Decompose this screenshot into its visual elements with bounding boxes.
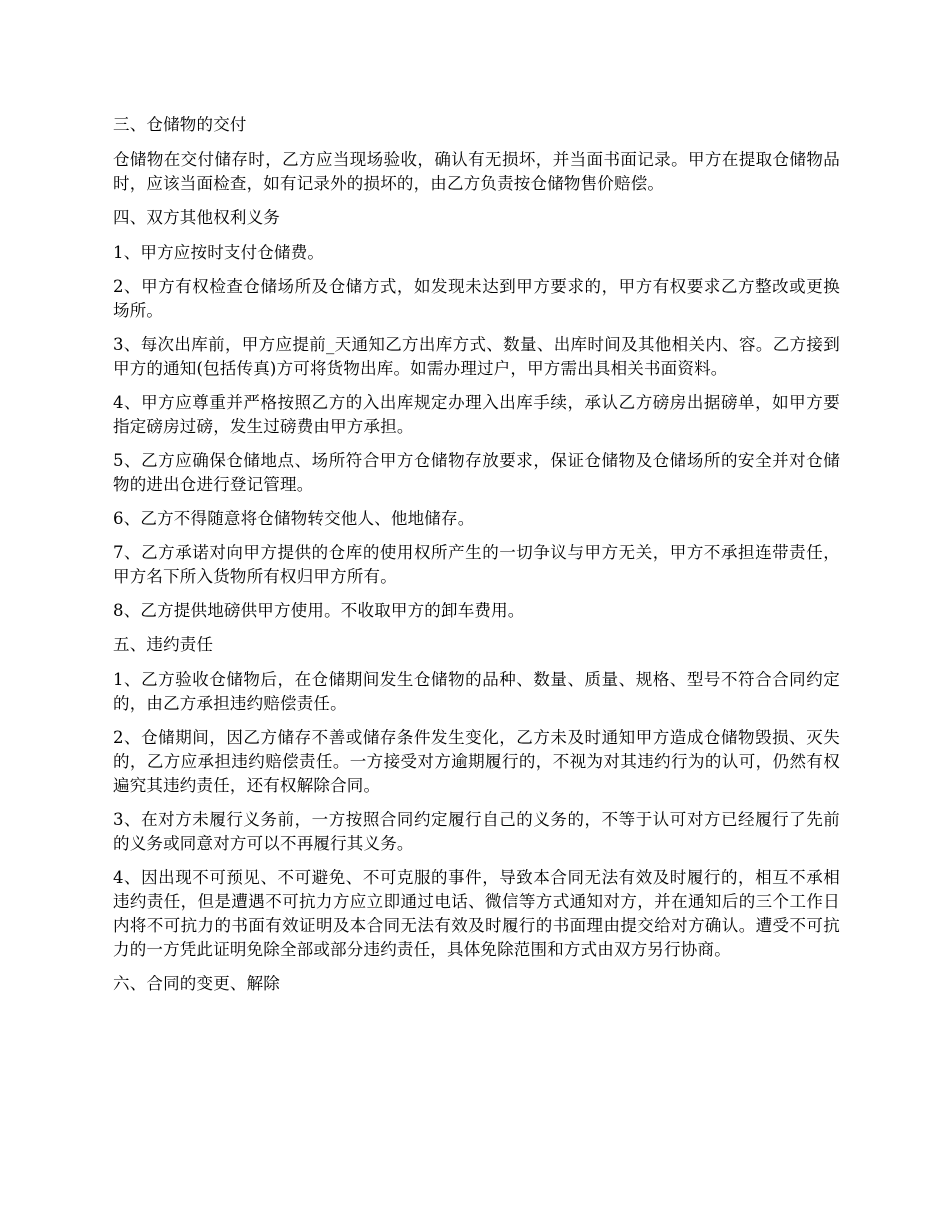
document-page [113, 113, 840, 1007]
clause-4-7: 7、乙方承诺对向甲方提供的仓库的使用权所产生的一切争议与甲方无关，甲方不承担连带责任，甲方名下所入货物所有权归甲方所有。 [113, 543, 840, 586]
clause-5-1: 1、乙方验收仓储物后，在仓储期间发生仓储物的品种、数量、质量、规格、型号不符合合同约定的，由乙方承担违约赔偿责任。 [113, 670, 840, 713]
section-heading-rights-obligations: 四、双方其他权利义务 [113, 208, 280, 227]
clause-4-2: 2、甲方有权检查仓储场所及仓储方式，如发现未达到甲方要求的，甲方有权要求乙方整改或更换场所。 [113, 277, 840, 320]
clause-4-4: 4、甲方应尊重并严格按照乙方的入出库规定办理入出库手续，承认乙方磅房出据磅单，如甲方要指定磅房过磅，发生过磅费由甲方承担。 [113, 393, 840, 436]
clause-4-6: 6、乙方不得随意将仓储物转交他人、他地储存。 [113, 509, 475, 528]
paragraph-delivery-terms: 仓储物在交付储存时，乙方应当现场验收，确认有无损坏，并当面书面记录。甲方在提取仓储物品时，应该当面检查，如有记录外的损坏的，由乙方负责按仓储物售价赔偿。 [113, 150, 840, 193]
clause-4-3: 3、每次出库前，甲方应提前_天通知乙方出库方式、数量、出库时间及其他相关内、容。乙方接到甲方的通知(包括传真)方可将货物出库。如需办理过户，甲方需出具相关书面资料。 [113, 335, 840, 378]
section-heading-delivery: 三、仓储物的交付 [113, 115, 247, 134]
clause-5-4: 4、因出现不可预见、不可避免、不可克服的事件，导致本合同无法有效及时履行的，相互不承相违约责任，但是遭遇不可抗力方应立即通过电话、微信等方式通知对方，并在通知后的三个工作日内将不可抗力的书面有效证明及本合同无法有效及时履行的书面理由提交给对方确认。遭受不可抗力的一方凭此证明免除全部或部分违约责任，具体免除范围和方式由双方另行协商。 [113, 868, 840, 959]
clause-4-8: 8、乙方提供地磅供甲方使用。不收取甲方的卸车费用。 [113, 601, 525, 620]
clause-5-2: 2、仓储期间，因乙方储存不善或储存条件发生变化，乙方未及时通知甲方造成仓储物毁损、灭失的，乙方应承担违约赔偿责任。一方接受对方逾期履行的，不视为对其违约行为的认可，仍然有权遍究其违约责任，还有权解除合同。 [113, 728, 840, 795]
clause-5-3: 3、在对方未履行义务前，一方按照合同约定履行自己的义务的，不等于认可对方已经履行了先前的义务或同意对方可以不再履行其义务。 [113, 810, 840, 853]
section-heading-modification: 六、合同的变更、解除 [113, 974, 280, 993]
section-heading-liability: 五、违约责任 [113, 635, 214, 654]
clause-4-5: 5、乙方应确保仓储地点、场所符合甲方仓储物存放要求，保证仓储物及仓储场所的安全并对仓储物的进出仓进行登记管理。 [113, 451, 840, 494]
clause-4-1: 1、甲方应按时支付仓储费。 [113, 243, 325, 262]
